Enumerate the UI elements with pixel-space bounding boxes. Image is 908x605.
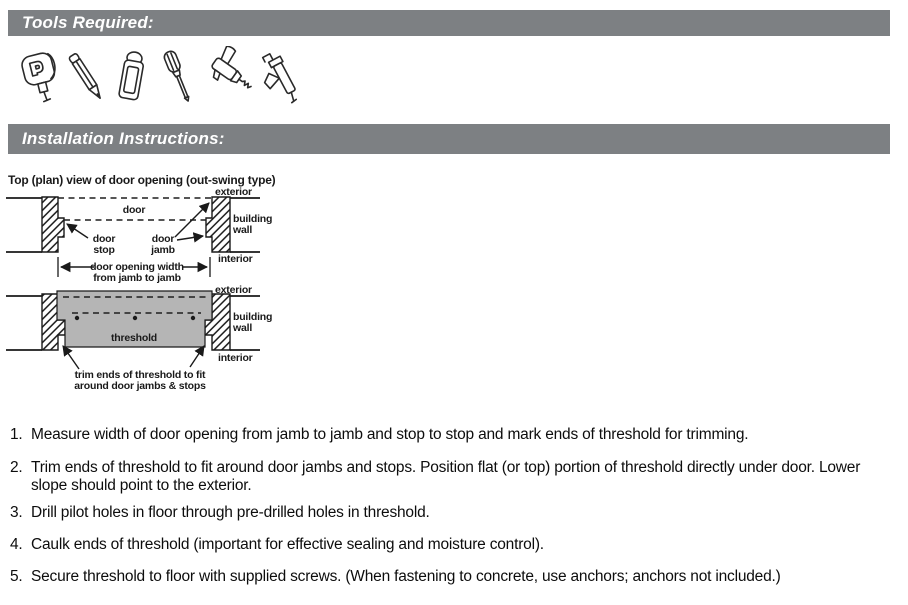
- instruction-step-3: [10, 504, 889, 522]
- label-trim-note-1: trim ends of threshold to fit: [74, 369, 206, 381]
- diagram-title: Top (plan) view of door opening (out-swing type): [8, 173, 276, 187]
- label-interior-top: interior: [218, 253, 253, 265]
- label-exterior-top: exterior: [215, 186, 252, 198]
- step-text: Measure width of door opening from jamb to jamb and stop to stop and mark ends of threshold for trimming.: [31, 426, 749, 443]
- drill-icon: [202, 46, 258, 114]
- door-stop-arrow: [67, 224, 88, 238]
- left-door-jamb: [42, 197, 64, 252]
- pencil-icon: [66, 46, 108, 114]
- tools-header-title: Tools Required:: [22, 13, 154, 32]
- label-wall-top: wall: [233, 224, 253, 236]
- label-door: door: [122, 204, 146, 216]
- instruction-step-2: [10, 459, 889, 494]
- label-building-bottom: building: [233, 311, 273, 323]
- tape-measure-icon: [18, 46, 64, 114]
- utility-knife-icon: [110, 46, 154, 114]
- door-opening-diagram: [0, 163, 290, 408]
- caulk-gun-icon: [260, 46, 312, 114]
- label-dim-2: from jamb to jamb: [93, 272, 181, 284]
- pre-drilled-hole-2: [133, 316, 137, 320]
- label-door-jamb-2: jamb: [151, 244, 175, 256]
- trim-arrow-right: [190, 346, 204, 367]
- install-header-bar: [8, 124, 890, 154]
- install-header-title: Installation Instructions:: [22, 129, 225, 148]
- step-text: Drill pilot holes in floor through pre-drilled holes in threshold.: [31, 504, 430, 521]
- label-building-top: building: [233, 213, 273, 225]
- step-text: Trim ends of threshold to fit around door jambs and stops. Position flat (or top) portion of threshold directly under door. Lower slope should point to the exterior.: [31, 459, 861, 494]
- label-interior-bottom: interior: [218, 352, 253, 364]
- label-dim-1: door opening width: [90, 261, 184, 273]
- screwdriver-icon: [156, 46, 200, 114]
- label-trim-note-2: around door jambs & stops: [74, 380, 206, 392]
- pre-drilled-hole-3: [191, 316, 195, 320]
- right-door-jamb: [206, 197, 230, 252]
- tools-header-bar: [8, 10, 890, 36]
- label-threshold: threshold: [110, 332, 158, 344]
- label-exterior-bottom: exterior: [215, 284, 252, 296]
- step-text: Caulk ends of threshold (important for effective sealing and moisture control).: [31, 536, 544, 553]
- label-door-stop-1: door: [92, 233, 116, 245]
- tools-icon-row: [18, 46, 312, 114]
- instruction-step-4: [10, 536, 889, 554]
- step-text: Secure threshold to floor with supplied screws. (When fastening to concrete, use anchors; anchors not included.): [31, 568, 781, 585]
- step-number: 3.: [10, 504, 23, 521]
- step-number: 1.: [10, 426, 23, 443]
- label-door-jamb-1: door: [151, 233, 175, 245]
- pre-drilled-hole-1: [75, 316, 79, 320]
- label-wall-bottom: wall: [233, 322, 253, 334]
- instruction-step-5: [10, 568, 889, 586]
- instruction-step-1: [10, 426, 889, 444]
- door-jamb-arrow-lower: [177, 236, 203, 240]
- step-number: 2.: [10, 459, 23, 476]
- step-number: 4.: [10, 536, 23, 553]
- label-door-stop-2: stop: [93, 244, 115, 256]
- step-number: 5.: [10, 568, 23, 585]
- trim-arrow-left: [63, 346, 79, 369]
